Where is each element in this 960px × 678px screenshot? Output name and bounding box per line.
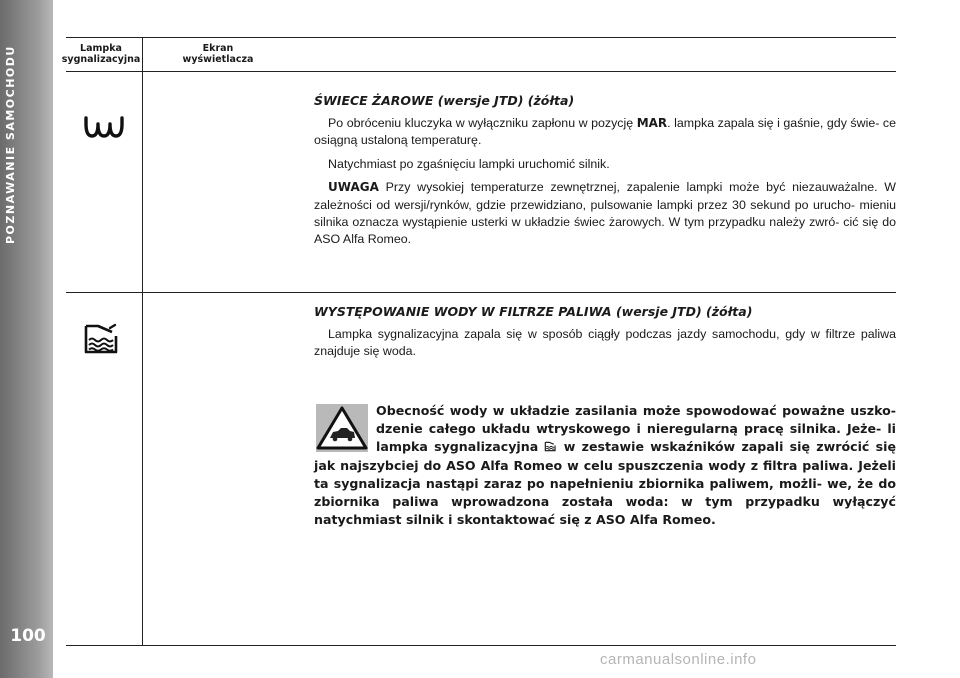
section-title: ŚWIECE ŻAROWE (wersje JTD) (żółta) xyxy=(314,93,575,108)
bottom-rule xyxy=(66,645,896,646)
watermark: carmanualsonline.info xyxy=(600,651,757,668)
section-divider xyxy=(66,292,896,293)
header-rule xyxy=(66,71,896,72)
warning-block: Obecność wody w układzie zasilania może spowodować poważne uszko- dzenie całego układu wtryskowego i nieregularną pracę silnika. Jeże- li lampka sygnalizacyjna w zestawie wskaźników zapali się zwrócić się jak najszybciej do ASO Alfa Romeo w celu spuszczenia wody z filtra paliwa. Jeżeli ta sygnalizacja nastąpi zaraz po napełnieniu zbiornika paliwem, możli- we, że do zbiornika paliwa wprowadzona została woda: w tym przypadku wyłączyć natychmiast silnik i skontaktować się z ASO Alfa Romeo. xyxy=(314,403,896,528)
section-glow-plugs xyxy=(314,93,896,255)
glow-plug-icon xyxy=(82,114,130,140)
paragraph: UWAGA Przy wysokiej temperaturze zewnętrznej, zapalenie lampki może być niezauważalne. W zależności od wersji/rynków, gdzie przewidziano, pulsowanie lampki przez 30 sekund po urucho- mieniu silnika oznacza wystąpienie usterki w układzie świec żarowych. W tym przypadku należy zwró- cić się do ASO Alfa Romeo. xyxy=(314,180,896,247)
paragraph: Lampka sygnalizacyjna zapala się w sposób ciągły podczas jazdy samochodu, gdy w filtrze paliwa znajduje się woda. xyxy=(314,327,896,359)
water-in-fuel-icon xyxy=(82,322,122,356)
page-number: 100 xyxy=(10,626,46,646)
top-rule xyxy=(66,37,896,38)
column-header-display: Ekran wyświetlacza xyxy=(182,43,254,65)
water-in-fuel-icon xyxy=(544,440,557,453)
column-header-lamp: Lampka sygnalizacyjna xyxy=(61,43,141,65)
column-divider xyxy=(142,37,143,645)
warning-triangle-icon xyxy=(314,402,370,454)
side-band xyxy=(0,0,53,678)
chapter-title: POZNAWANIE SAMOCHODU xyxy=(4,45,17,245)
section-water-in-fuel xyxy=(314,304,896,367)
paragraph: Po obróceniu kluczyka w wyłączniku zapłonu w pozycję MAR. lampka zapala się i gaśnie, gdy świe- ce osiągną ustaloną temperaturę. xyxy=(314,116,896,148)
paragraph: Natychmiast po zgaśnięciu lampki uruchomić silnik. xyxy=(328,156,610,171)
section-title: WYSTĘPOWANIE WODY W FILTRZE PALIWA (wersje JTD) (żółta) xyxy=(314,304,753,319)
